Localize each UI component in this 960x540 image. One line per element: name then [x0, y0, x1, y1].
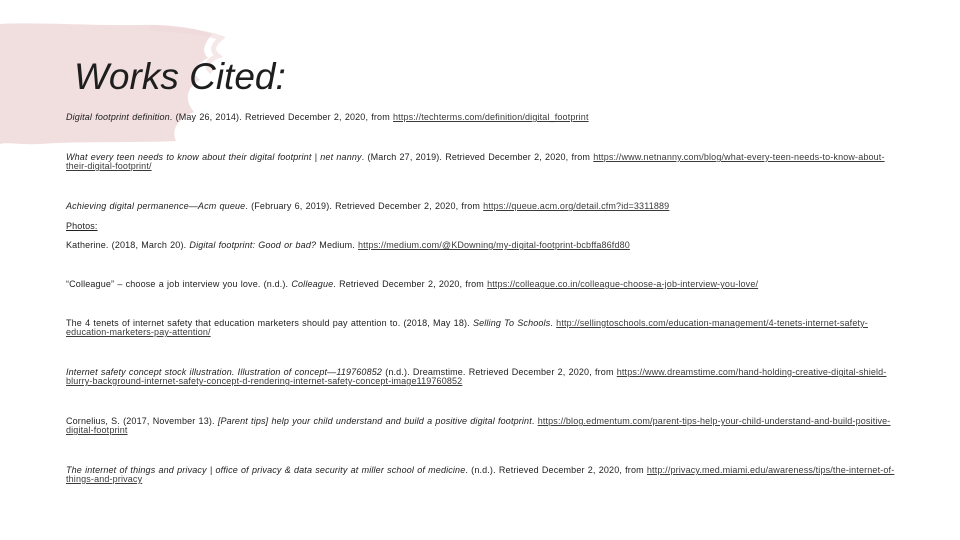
citation-text: . (May 26, 2014). Retrieved December 2, 2020, from: [169, 112, 394, 122]
photos-heading-text: Photos:: [66, 221, 98, 231]
citation-entry: [66, 280, 896, 289]
citation-text: Cornelius, S. (2017, November 13).: [66, 416, 218, 426]
citation-entry: [66, 241, 896, 250]
citation-link[interactable]: https://techterms.com/definition/digital_footprint: [393, 112, 589, 122]
citation-title: Achieving digital permanence—Acm queue: [66, 201, 246, 211]
citation-text: Katherine. (2018, March 20).: [66, 240, 190, 250]
citation-link[interactable]: https://www.netnanny.com/blog/what-every-teen-needs-to-know-about-their-digital-footprint/: [66, 152, 885, 171]
citation-text: The 4 tenets of internet safety that education marketers should pay attention to. (2018, May 18).: [66, 318, 473, 328]
citation-title: Selling To Schools: [472, 318, 551, 328]
citation-text: . (n.d.). Retrieved December 2, 2020, from: [465, 465, 647, 475]
citation-entry: [66, 202, 896, 211]
citation-text: (n.d.). Dreamstime. Retrieved December 2, 2020, from: [382, 367, 617, 377]
citation-title: What every teen needs to know about their digital footprint | net nanny: [66, 152, 362, 162]
citation-entry: [66, 466, 896, 484]
citation-entry: [66, 368, 896, 386]
citation-title: Colleague: [291, 279, 334, 289]
citation-entry: [66, 153, 896, 171]
citation-entry: [66, 417, 896, 435]
citation-text: . (February 6, 2019). Retrieved December 2, 2020, from: [245, 201, 484, 211]
photos-heading: [66, 222, 896, 231]
citation-title: Digital footprint definition: [66, 112, 170, 122]
citation-link[interactable]: https://medium.com/@KDowning/my-digital-footprint-bcbffa86fd80: [358, 240, 630, 250]
citation-text: “Colleague” – choose a job interview you love. (n.d.).: [66, 279, 292, 289]
citation-link[interactable]: http://sellingtoschools.com/education-management/4-tenets-internet-safety-education-marketers-pay-attention/: [66, 318, 868, 337]
citation-entry: [66, 319, 896, 337]
citation-entry: [66, 113, 896, 122]
citation-link[interactable]: https://blog.edmentum.com/parent-tips-help-your-child-understand-and-build-positive-digital-footprint: [66, 416, 891, 435]
page-title: Works Cited:: [74, 56, 286, 97]
citation-title: Digital footprint: Good or bad?: [189, 240, 317, 250]
citation-text: Medium.: [316, 240, 359, 250]
citation-title: Internet safety concept stock illustration. Illustration of concept—119760852: [66, 367, 383, 377]
citation-text: . (March 27, 2019). Retrieved December 2, 2020, from: [361, 152, 594, 162]
citation-text: .: [531, 416, 538, 426]
citation-link[interactable]: https://colleague.co.in/colleague-choose-a-job-interview-you-love/: [487, 279, 759, 289]
citation-text: .: [550, 318, 557, 328]
citation-link[interactable]: https://www.dreamstime.com/hand-holding-creative-digital-shield-blurry-background-internet-safety-concept-d-rendering-internet-safety-concept-image119760852: [66, 367, 887, 386]
citation-title: [Parent tips] help your child understand and build a positive digital footprint: [217, 416, 532, 426]
citation-text: . Retrieved December 2, 2020, from: [333, 279, 488, 289]
citation-link[interactable]: http://privacy.med.miami.edu/awareness/tips/the-internet-of-things-and-privacy: [66, 465, 895, 484]
citation-link[interactable]: https://queue.acm.org/detail.cfm?id=3311889: [483, 201, 670, 211]
citation-title: The internet of things and privacy | office of privacy & data security at miller school of medicine: [66, 465, 466, 475]
